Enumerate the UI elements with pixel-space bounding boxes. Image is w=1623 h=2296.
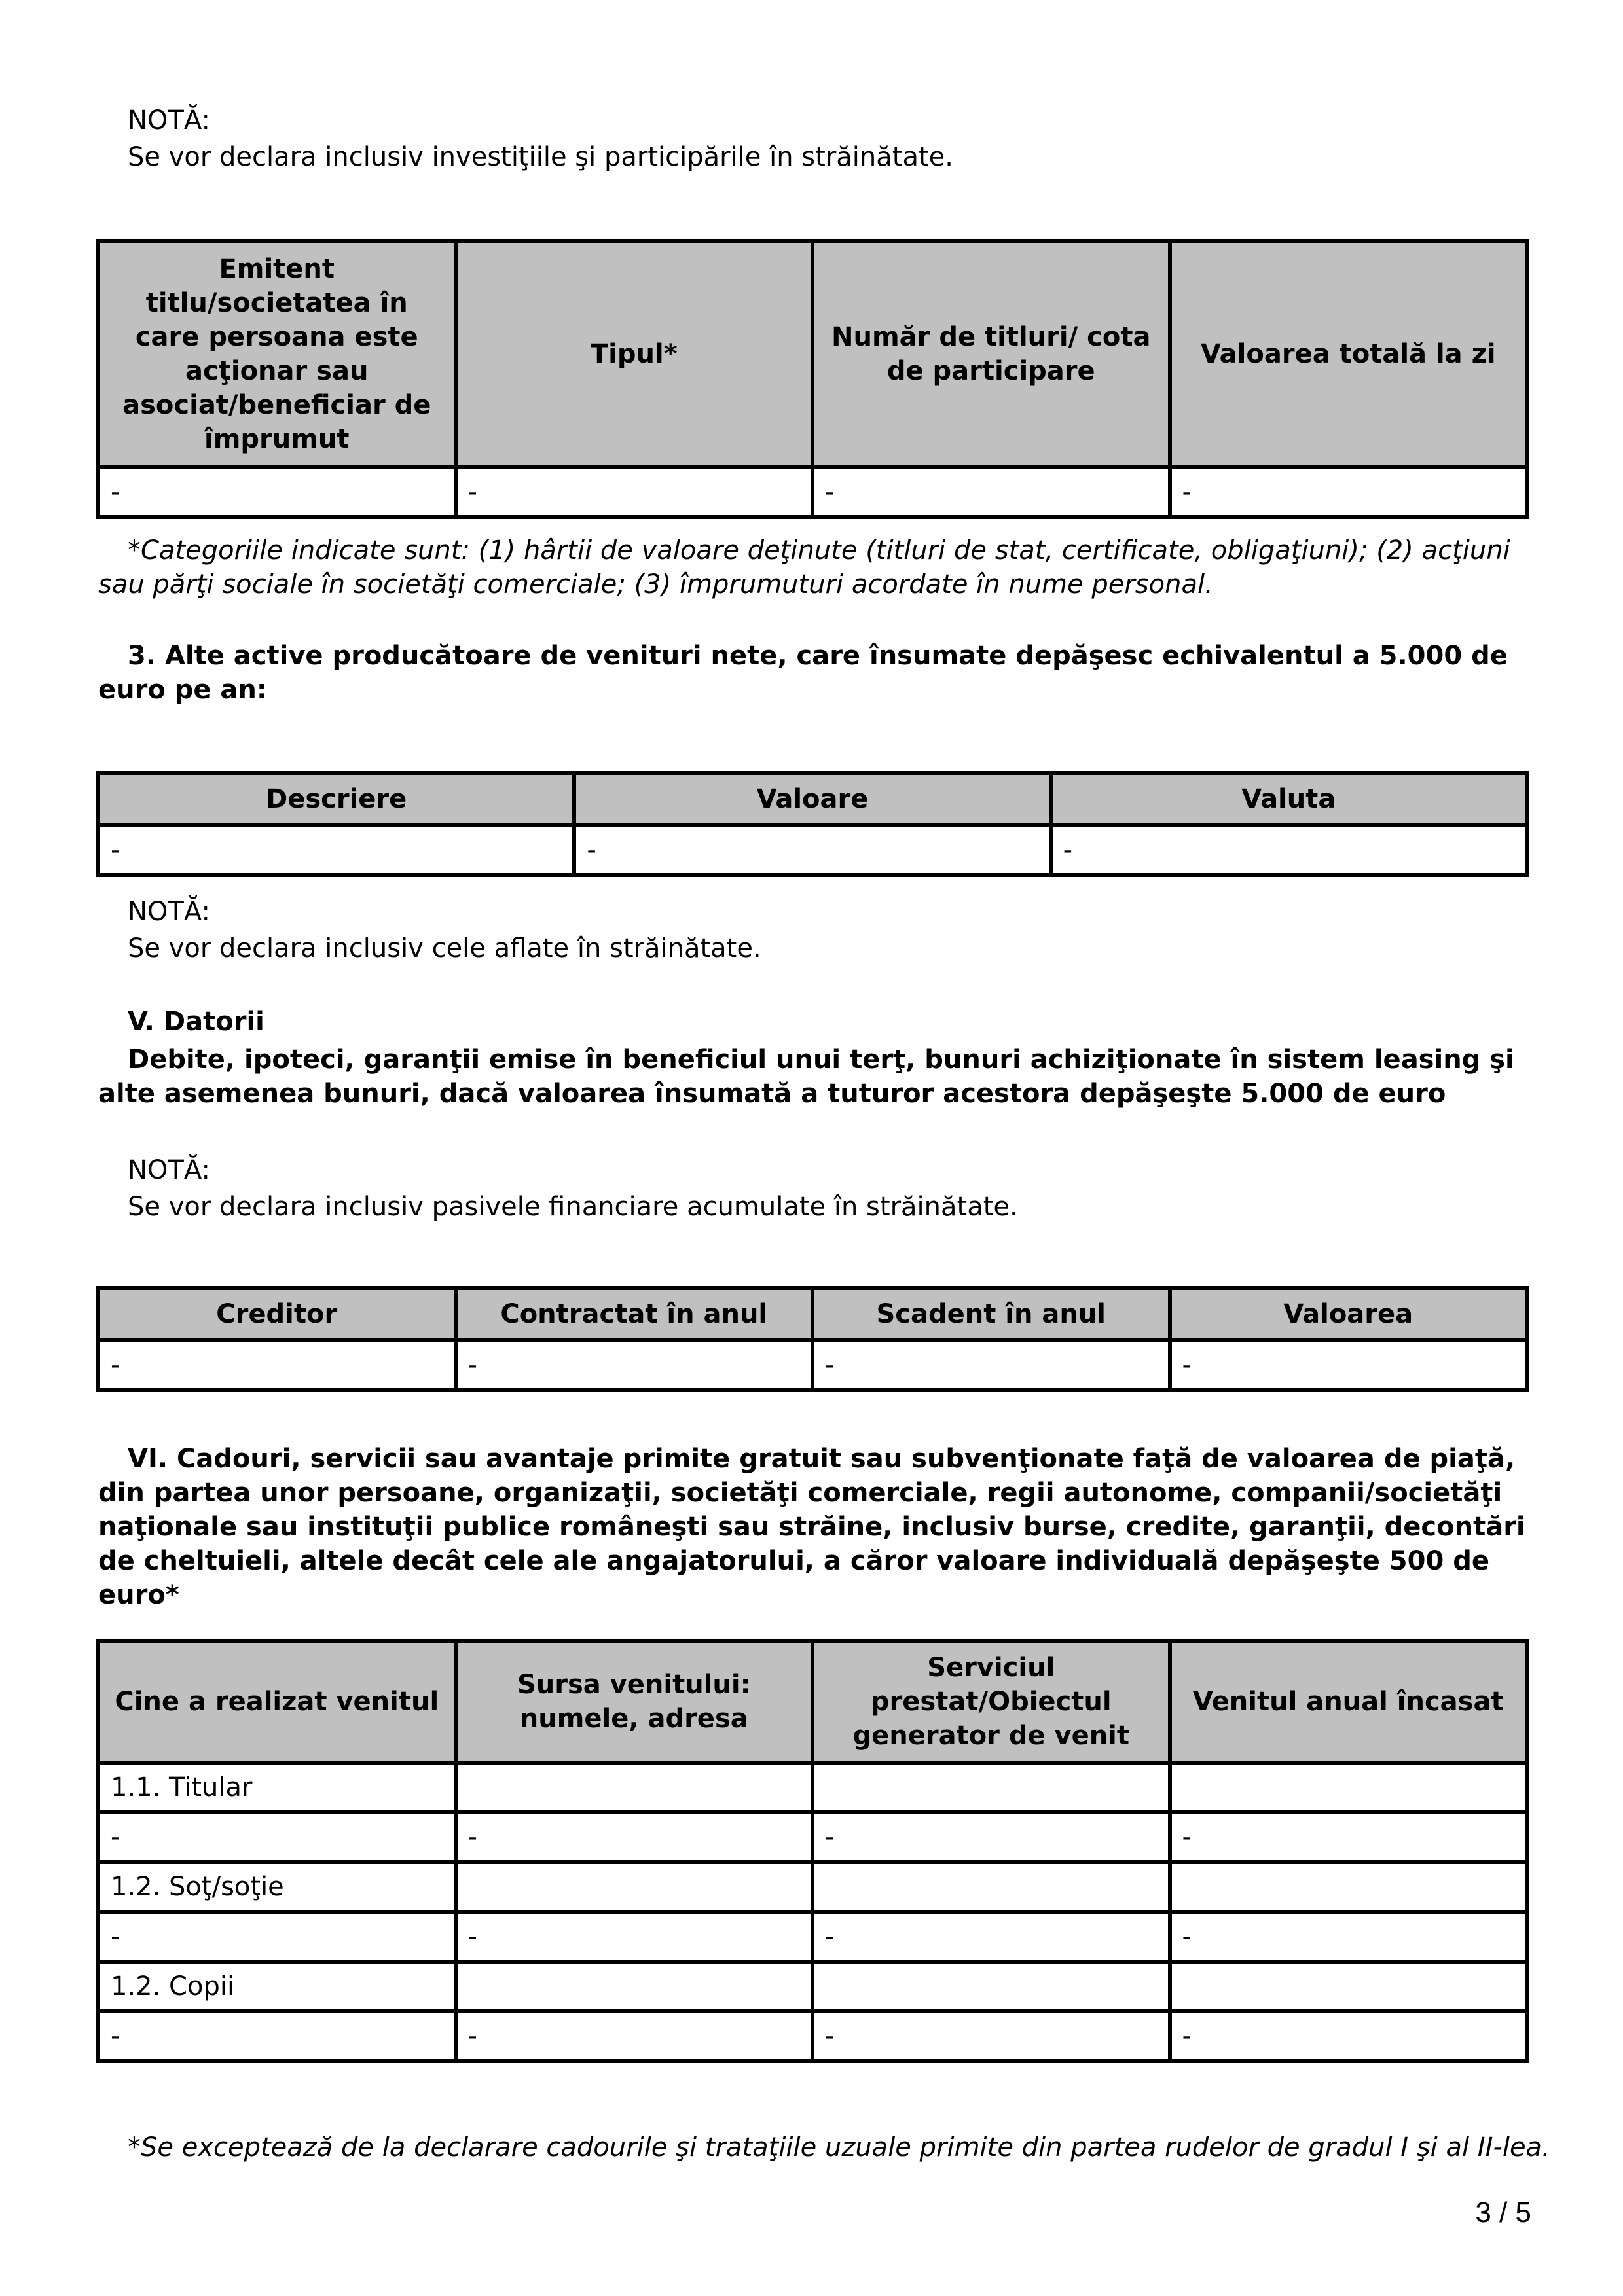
table-cell: - (456, 1812, 813, 1862)
table-cell (1170, 1962, 1527, 2011)
note-label: NOTĂ: (128, 1155, 210, 1185)
table-cell: 1.1. Titular (98, 1763, 456, 1812)
table-cell (812, 1763, 1170, 1812)
table-cell: - (1170, 1812, 1527, 1862)
table-cell: - (812, 2011, 1170, 2061)
table-cell (812, 1862, 1170, 1912)
table-row (98, 467, 1527, 517)
note-label: NOTĂ: (128, 105, 210, 135)
table-row (98, 825, 1527, 875)
column-header-contracted-year: Contractat în anul (456, 1288, 813, 1340)
table-cell (1170, 1862, 1527, 1912)
table-cell (1170, 1763, 1527, 1812)
table-header-row (98, 773, 1527, 825)
column-header-description: Descriere (98, 773, 574, 825)
page-number: 3 / 5 (1475, 2197, 1531, 2229)
table-cell (456, 1962, 813, 2011)
section-3-title: 3. Alte active producătoare de venituri nete, care însumate depăşesc echivalentul a 5.000 de euro pe an: (98, 641, 1508, 705)
column-header-issuer: Emitent titlu/societatea în care persoana este acţionar sau asociat/beneficiar de împrumut (98, 241, 456, 467)
table-row-spouse (98, 1862, 1527, 1912)
table-cell: - (456, 1912, 813, 1962)
table-cell: - (812, 467, 1170, 517)
table-cell: - (812, 1912, 1170, 1962)
column-header-creditor: Creditor (98, 1288, 456, 1340)
table-cell: - (456, 2011, 813, 2061)
table-header-row (98, 1641, 1527, 1763)
table-row (98, 1912, 1527, 1962)
column-header-amount: Valoarea (1170, 1288, 1527, 1340)
section-6-title: VI. Cadouri, servicii sau avantaje primite gratuit sau subvenţionate faţă de valoarea de piaţă, din partea unor persoane, organizaţii, societăţi comerciale, regii autonome, companii/societăţi naţionale sau instituţii publice româneşti sau străine, inclusiv burse, credite, garanţii, decontări de cheltuieli, altele decât cele ale angajatorului, a căror valoare individuală depăşeşte 500 de euro* (98, 1444, 1525, 1610)
table-cell: 1.2. Copii (98, 1962, 456, 2011)
table-cell: - (574, 825, 1050, 875)
table-cell: - (812, 1340, 1170, 1390)
table-row-titular (98, 1763, 1527, 1812)
table-row (98, 1812, 1527, 1862)
table-cell: - (456, 467, 813, 517)
table-cell: - (1170, 467, 1527, 517)
column-header-service-object: Serviciul prestat/Obiectul generator de venit (812, 1641, 1170, 1763)
investments-table (96, 239, 1529, 519)
gifts-table (96, 1639, 1529, 2063)
table-cell (456, 1763, 813, 1812)
note-text: Se vor declara inclusiv investiţiile şi participările în străinătate. (128, 142, 953, 172)
note-label: NOTĂ: (128, 897, 210, 927)
table-row (98, 1340, 1527, 1390)
table-cell: - (456, 1340, 813, 1390)
table-cell: - (812, 1812, 1170, 1862)
column-header-who-earned: Cine a realizat venitul (98, 1641, 456, 1763)
section-5-description: Debite, ipoteci, garanţii emise în beneficiul unui terţ, bunuri achiziţionate în sistem leasing şi alte asemenea bunuri, dacă valoarea însumată a tuturor acestora depăşeşte 5.000 de euro (98, 1045, 1514, 1109)
column-header-annual-income: Venitul anual încasat (1170, 1641, 1527, 1763)
table-row (98, 2011, 1527, 2061)
column-header-currency: Valuta (1051, 773, 1527, 825)
table-cell: - (1170, 1340, 1527, 1390)
section-5-title: V. Datorii (128, 1007, 264, 1037)
table-row-children (98, 1962, 1527, 2011)
note-text: Se vor declara inclusiv cele aflate în străinătate. (128, 933, 761, 963)
table-cell (456, 1862, 813, 1912)
table-cell: - (98, 1812, 456, 1862)
table-cell: - (98, 2011, 456, 2061)
table-cell: 1.2. Soţ/soţie (98, 1862, 456, 1912)
table-cell: - (98, 825, 574, 875)
table-cell (812, 1962, 1170, 2011)
other-assets-table (96, 771, 1529, 877)
column-header-due-year: Scadent în anul (812, 1288, 1170, 1340)
column-header-income-source: Sursa venitului: numele, adresa (456, 1641, 813, 1763)
note-text: Se vor declara inclusiv pasivele financiare acumulate în străinătate. (128, 1192, 1018, 1222)
table-cell: - (98, 1340, 456, 1390)
column-header-type: Tipul* (456, 241, 813, 467)
table-cell: - (98, 467, 456, 517)
column-header-total-value: Valoarea totală la zi (1170, 241, 1527, 467)
column-header-value: Valoare (574, 773, 1050, 825)
column-header-share-count: Număr de titluri/ cota de participare (812, 241, 1170, 467)
table-cell: - (1170, 2011, 1527, 2061)
table-header-row (98, 241, 1527, 467)
table-cell: - (1170, 1912, 1527, 1962)
table-cell: - (1051, 825, 1527, 875)
categories-footnote: *Categoriile indicate sunt: (1) hârtii de valoare deţinute (titluri de stat, certificate, obligaţiuni); (2) acţiuni sau părţi sociale în societăţi comerciale; (3) împrumuturi acordate în nume personal. (98, 535, 1510, 600)
table-cell: - (98, 1912, 456, 1962)
table-header-row (98, 1288, 1527, 1340)
debts-table (96, 1286, 1529, 1392)
gifts-footnote: *Se exceptează de la declarare cadourile şi trataţiile uzuale primite din partea rudelor de gradul I şi al II-lea. (128, 2132, 1550, 2162)
